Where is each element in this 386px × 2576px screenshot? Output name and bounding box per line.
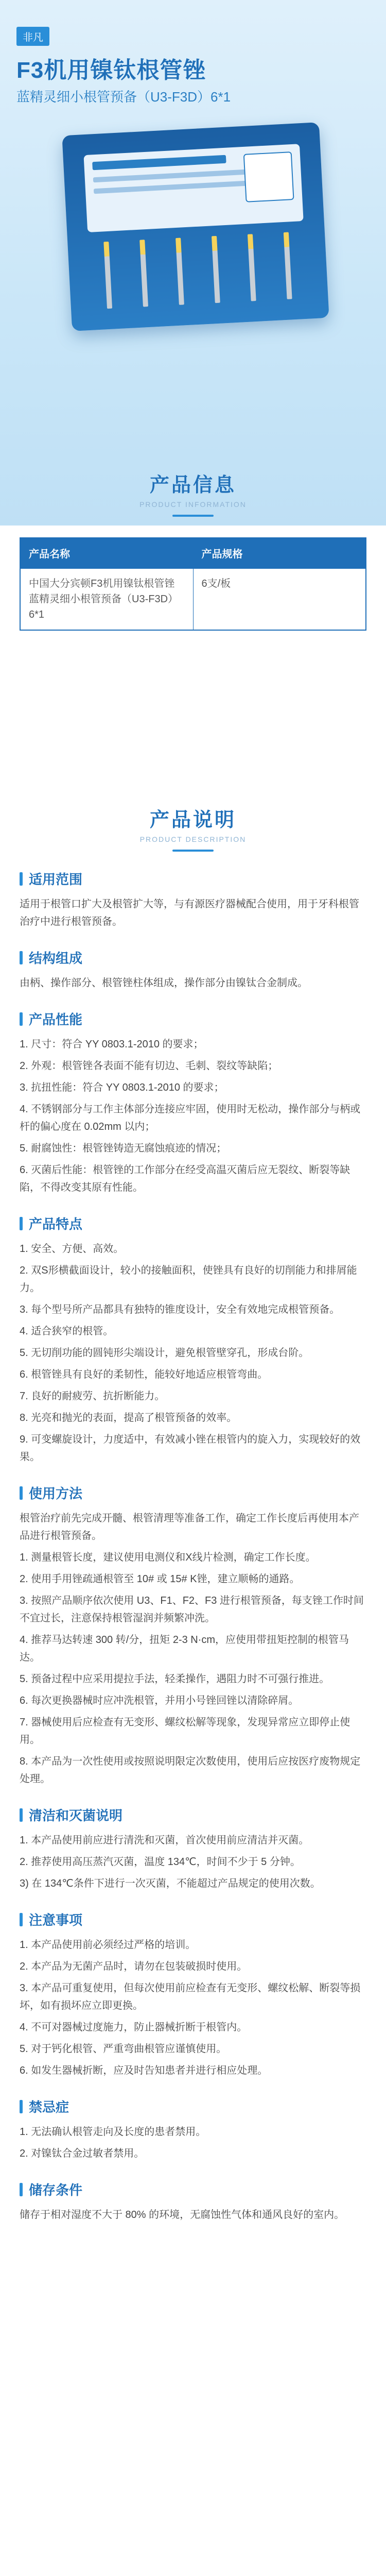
heading-divider — [172, 850, 214, 852]
desc-block-title-text: 结构组成 — [29, 951, 83, 966]
desc-block — [20, 2097, 366, 2162]
desc-paragraph: 1. 本产品使用前必须经过严格的培训。 — [20, 1939, 196, 1951]
title-accent-bar — [20, 1486, 23, 1500]
files-illustration — [88, 231, 307, 310]
heading-divider — [172, 515, 214, 517]
desc-block-title — [20, 869, 366, 888]
desc-paragraph: 9. 可变螺旋设计，力度适中，有效减小锉在根管内的旋入力，实现较好的效果。 — [20, 1434, 361, 1463]
desc-block-title-text: 清洁和灭菌说明 — [29, 1808, 123, 1823]
desc-paragraph: 4. 不锈钢部分与工作主体部分连接应牢固，使用时无松动，操作部分与柄或杆的偏心度在 0.02mm 以内； — [20, 1104, 361, 1132]
desc-paragraph: 2. 外观：根管锉各表面不能有切边、毛刺、裂纹等缺陷； — [20, 1060, 278, 1072]
desc-paragraph: 2. 双S形横截面设计，较小的接触面积，使锉具有良好的切削能力和排屑能力。 — [20, 1265, 357, 1294]
desc-paragraph: 1. 安全、方便、高效。 — [20, 1243, 124, 1255]
desc-block-title — [20, 1483, 366, 1502]
desc-paragraph: 6. 灭菌后性能：根管锉的工作部分在经受高温灭菌后应无裂纹、断裂等缺陷，不得改变其原有性能。 — [20, 1164, 350, 1193]
desc-paragraph: 1. 本产品使用前应进行清洗和灭菌，首次使用前应清洁并灭菌。 — [20, 1835, 309, 1846]
title-accent-bar — [20, 951, 23, 964]
desc-paragraph: 3. 每个型号所产品都具有独特的锥度设计，安全有效地完成根管预备。 — [20, 1304, 340, 1315]
table-row — [21, 569, 365, 630]
package-label — [83, 144, 303, 232]
desc-paragraph: 1. 无法确认根管走向及长度的患者禁用。 — [20, 2126, 206, 2138]
desc-block-title-text: 适用范围 — [29, 872, 83, 887]
desc-paragraph: 2. 本产品为无菌产品时，请勿在包装破损时使用。 — [20, 1961, 248, 1972]
product-info-section — [0, 448, 386, 706]
desc-paragraph: 4. 适合狭窄的根管。 — [20, 1326, 114, 1337]
info-table — [20, 537, 366, 631]
desc-paragraph: 7. 器械使用后应检查有无变形、螺纹松解等现象，发现异常应立即停止使用。 — [20, 1717, 350, 1745]
desc-heading-subtitle: PRODUCT DESCRIPTION — [139, 835, 247, 843]
desc-paragraph: 6. 每次更换器械时应冲洗根管，并用小号锉回锉以清除碎屑。 — [20, 1695, 299, 1706]
title-accent-bar — [20, 1808, 23, 1822]
desc-paragraph: 1. 测量根管长度，建议使用电测仪和X线片检测，确定工作长度。 — [20, 1552, 316, 1563]
desc-block — [20, 1214, 366, 1466]
table-cell: 6支/板 — [201, 578, 231, 589]
title-accent-bar — [20, 2100, 23, 2113]
desc-block-title-text: 使用方法 — [29, 1486, 83, 1501]
hero-banner — [0, 0, 386, 526]
product-subtitle: 蓝精灵细小根管预备（U3-F3D）6*1 — [16, 89, 231, 105]
desc-paragraph: 2. 使用手用锉疏通根管至 10# 或 15# K锉，建立顺畅的通路。 — [20, 1573, 300, 1585]
desc-paragraph: 5. 无切削功能的圆钝形尖端设计，避免根管壁穿孔，形成台阶。 — [20, 1347, 309, 1359]
desc-block — [20, 948, 366, 992]
desc-paragraph: 8. 光亮和抛光的表面，提高了根管预备的效率。 — [20, 1412, 237, 1423]
desc-paragraph: 2. 推荐使用高压蒸汽灭菌，温度 134℃，时间不少于 5 分钟。 — [20, 1856, 301, 1868]
desc-paragraph: 3. 抗扭性能：符合 YY 0803.1-2010 的要求； — [20, 1082, 224, 1093]
table-cell: 中国大分宾顿F3机用镍钛根管锉 蓝精灵细小根管预备（U3-F3D）6*1 — [21, 569, 194, 630]
table-header-cell: 产品规格 — [194, 538, 366, 568]
product-title: F3机用镍钛根管锉 — [16, 58, 206, 83]
desc-block-title-text: 禁忌症 — [29, 2099, 69, 2115]
desc-block — [20, 869, 366, 930]
desc-block-title — [20, 1910, 366, 1929]
desc-paragraph: 由柄、操作部分、根管锉柱体组成，操作部分由镍钛合金制成。 — [20, 977, 308, 989]
desc-block-title — [20, 1214, 366, 1233]
desc-block-title-text: 注意事项 — [29, 1912, 83, 1928]
desc-paragraph: 6. 如发生器械折断，应及时告知患者并进行相应处理。 — [20, 2065, 268, 2076]
desc-block-title-text: 产品性能 — [29, 1012, 83, 1027]
desc-block — [20, 1910, 366, 2079]
desc-paragraph: 2. 对镍钛合金过敏者禁用。 — [20, 2148, 145, 2159]
desc-paragraph: 7. 良好的耐疲劳、抗折断能力。 — [20, 1391, 165, 1402]
table-header-row — [21, 538, 365, 569]
desc-paragraph: 5. 对于钙化根管、严重弯曲根管应谨慎使用。 — [20, 2043, 227, 2055]
desc-paragraph: 6. 根管锉具有良好的柔韧性，能较好地适应根管弯曲。 — [20, 1369, 268, 1380]
desc-paragraph: 3. 本产品可重复使用，但每次使用前应检查有无变形、螺纹松解、断裂等损坏，如有损坏应立即更换。 — [20, 1982, 361, 2011]
desc-block — [20, 1805, 366, 1892]
desc-heading — [0, 804, 386, 852]
desc-paragraph: 1. 尺寸：符合 YY 0803.1-2010 的要求； — [20, 1039, 204, 1050]
desc-paragraph: 5. 预备过程中应采用提拉手法，轻柔操作，遇阻力时不可强行推进。 — [20, 1673, 330, 1685]
info-heading — [0, 448, 386, 517]
desc-block — [20, 1009, 366, 1196]
desc-block-title-text: 产品特点 — [29, 1216, 83, 1232]
desc-block-title — [20, 2180, 366, 2199]
product-description-section — [0, 804, 386, 2228]
title-accent-bar — [20, 872, 23, 886]
desc-paragraph: 3. 按照产品顺序依次使用 U3、F1、F2、F3 进行根管预备，每支锉工作时间不宜过长，注意保持根管湿润并频繁冲洗。 — [20, 1595, 364, 1624]
desc-paragraph: 4. 推荐马达转速 300 转/分，扭矩 2-3 N·cm，应使用带扭矩控制的根管马达。 — [20, 1634, 349, 1663]
desc-blocks — [0, 869, 386, 2224]
desc-block-title — [20, 2097, 366, 2116]
title-accent-bar — [20, 1913, 23, 1926]
desc-paragraph: 适用于根管口扩大及根管扩大等，与有源医疗器械配合使用，用于牙科根管治疗中进行根管预备。 — [20, 899, 359, 927]
desc-paragraph: 4. 不可对器械过度施力，防止器械折断于根管内。 — [20, 2022, 248, 2033]
desc-block — [20, 1483, 366, 1788]
desc-paragraph: 根管治疗前先完成开髓、根管清理等准备工作，确定工作长度后再使用本产品进行根管预备。 — [20, 1513, 359, 1541]
brand-tag: 非凡 — [16, 27, 49, 46]
desc-paragraph: 储存于相对湿度不大于 80% 的环境，无腐蚀性气体和通风良好的室内。 — [20, 2209, 345, 2221]
table-header-cell: 产品名称 — [21, 538, 194, 568]
desc-block — [20, 2180, 366, 2224]
title-accent-bar — [20, 2183, 23, 2196]
title-accent-bar — [20, 1217, 23, 1230]
info-heading-subtitle: PRODUCT INFORMATION — [139, 500, 247, 509]
desc-block-title — [20, 1009, 366, 1028]
desc-heading-title: 产品说明 — [149, 809, 236, 831]
info-heading-title: 产品信息 — [149, 474, 236, 496]
desc-block-title — [20, 948, 366, 967]
title-accent-bar — [20, 1012, 23, 1026]
desc-block-title — [20, 1805, 366, 1824]
desc-paragraph: 3) 在 134℃条件下进行一次灭菌，不能超过产品规定的使用次数。 — [20, 1878, 321, 1889]
desc-paragraph: 8. 本产品为一次性使用或按照说明限定次数使用，使用后应按医疗废物规定处理。 — [20, 1756, 361, 1785]
desc-block-title-text: 储存条件 — [29, 2182, 83, 2198]
product-package-image — [62, 122, 329, 331]
desc-paragraph: 5. 耐腐蚀性：根管锉铸造无腐蚀痕迹的情况； — [20, 1143, 227, 1154]
